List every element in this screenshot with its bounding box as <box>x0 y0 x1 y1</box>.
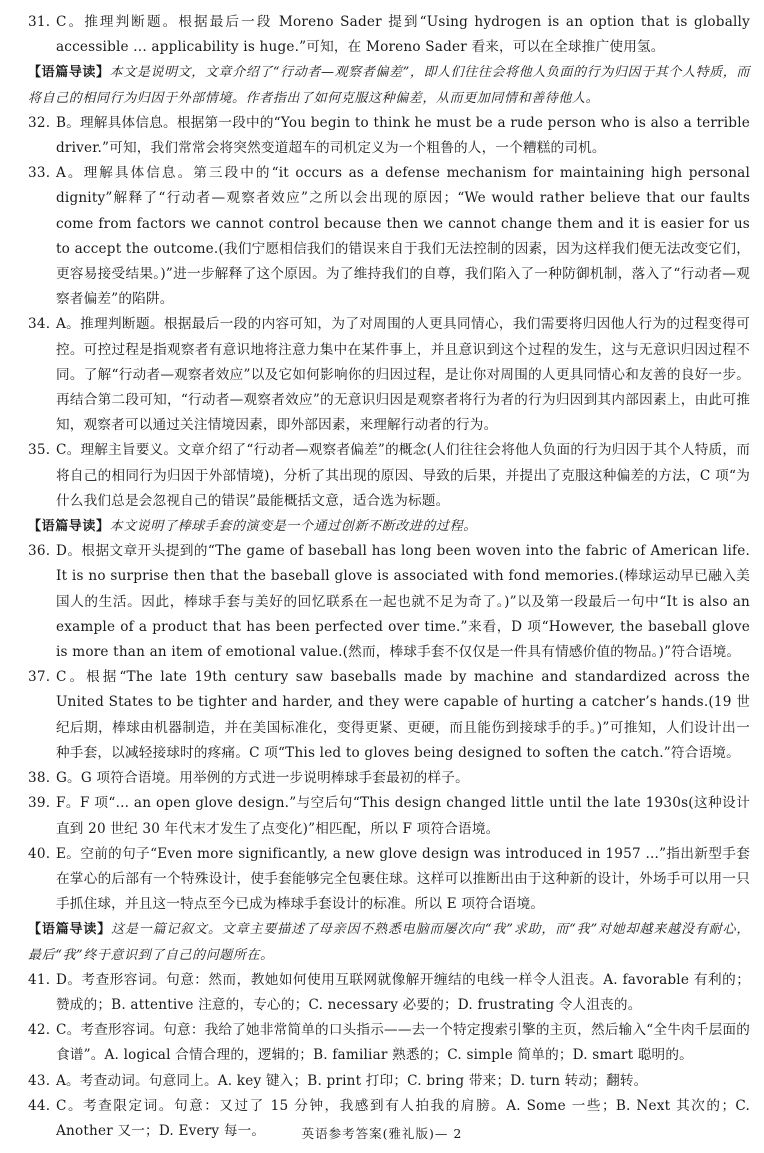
item-number: 36. <box>28 543 51 560</box>
item-text: C。根据“The late 19th century saw baseballs made by machine and standardized across the United States to be tighter and harder, and they were capable of hurting a catcher’s hands.(19 世纪后期，棒球由机器制造，并在美国标准化，变得更紧、更硬，而且能伤到接球手的手。)”可推知，人们设计出一种手套，以减轻接球时的疼痛。C 项“This led to gloves being designed to soften the catch.”符合语境。 <box>56 669 750 761</box>
item-text: C。考查形容词。句意：我给了她非常简单的口头指示——去一个特定搜索引擎的主页，然后输入“全牛肉千层面的食谱”。A. logical 合情合理的，逻辑的；B. familiar 熟悉的；C. simple 简单的；D. smart 聪明的。 <box>56 1022 750 1064</box>
item-text: C。理解主旨要义。文章介绍了“行动者—观察者偏差”的概念(人们往往会将他人负面的行为归因于其个人特质，而将自己的相同行为归因于外部情境)，分析了其出现的原因、导致的后果，并提出了克服这种偏差的方法，C 项“为什么我们总是会忽视自己的错误”最能概括文意，适合选为标题。 <box>56 442 750 509</box>
item-number: 43. <box>28 1072 51 1089</box>
passage-guide <box>28 514 750 539</box>
answer-item-34 <box>28 312 750 438</box>
guide-tag: 【语篇导读】 <box>28 922 112 938</box>
answer-item-31 <box>28 10 750 60</box>
answer-item-41 <box>28 968 750 1018</box>
item-text: D。根据文章开头提到的“The game of baseball has long been woven into the fabric of American life. It is no surprise then that the baseball glove is associated with fond memories.(棒球运动早已融入美国人的生活。因此，棒球手套与美好的回忆联系在一起也就不足为奇了。)”以及第一段最后一句中“It is also an example of a product that has been perfected over time.”来看，D 项“However, the baseball glove is more than an item of emotional value.(然而，棒球手套不仅仅是一件具有情感价值的物品。)”符合语境。 <box>56 543 750 661</box>
item-number: 37. <box>28 669 51 686</box>
item-text: A。推理判断题。根据最后一段的内容可知，为了对周围的人更具同情心，我们需要将归因他人行为的过程变得可控。可控过程是指观察者有意识地将注意力集中在某件事上，并且意识到这个过程的发生，这与无意识归因过程不同。了解“行动者—观察者效应”以及它如何影响你的归因过程，是让你对周围的人更具同情心和友善的良好一步。再结合第二段可知，“行动者—观察者效应”的无意识归因是观察者将行为者的行为归因到其内部因素上，由此可推知，观察者可以通过关注情境因素，即外部因素，来理解行动者的行为。 <box>56 316 750 434</box>
guide-tag: 【语篇导读】 <box>28 65 110 81</box>
item-number: 39. <box>28 795 51 812</box>
item-text: B。理解具体信息。根据第一段中的“You begin to think he must be a rude person who is also a terrible driver.”可知，我们常常会将突然变道超车的司机定义为一个粗鲁的人，一个糟糕的司机。 <box>56 114 750 157</box>
item-number: 40. <box>28 845 51 862</box>
answer-item-39 <box>28 791 750 841</box>
item-text: F。F 项“... an open glove design.”与空后句“This design changed little until the late 1930s(这种设计直到 20 世纪 30 年代末才发生了点变化)”相匹配，所以 F 项符合语境。 <box>56 795 750 837</box>
answer-item-40 <box>28 842 750 918</box>
guide-text: 本文是说明文，文章介绍了“行动者—观察者偏差”，即人们往往会将他人负面的行为归因于其个人特质，而将自己的相同行为归因于外部情境。作者指出了如何克服这种偏差，从而更加同情和善待他人。 <box>28 65 750 106</box>
answer-item-33 <box>28 161 750 312</box>
answer-key-page <box>28 10 750 1144</box>
item-number: 32. <box>28 114 51 131</box>
answer-item-37 <box>28 665 750 766</box>
item-text: E。空前的句子“Even more significantly, a new glove design was introduced in 1957 ...”指出新型手套在掌心的后部有一个特殊设计，使手套能够完全包裹住球。这样可以推断出由于这种新的设计，外场手可以用一只手抓住球，并且这一特点至今已成为棒球手套设计的标准。所以 E 项符合语境。 <box>56 845 750 913</box>
item-text: D。考查形容词。句意：然而，教她如何使用互联网就像解开缠结的电线一样令人沮丧。A. favorable 有利的；赞成的；B. attentive 注意的，专心的；C. necessary 必要的；D. frustrating 令人沮丧的。 <box>56 971 750 1013</box>
page-footer: 英语参考答案(雅礼版)— 2 <box>301 1126 463 1141</box>
item-text: C。推理判断题。根据最后一段 Moreno Sader 提到“Using hydrogen is an option that is globally accessible ... applicability is huge.”可知，在 Moreno Sader 看来，可以在全球推广使用氢。 <box>56 14 750 56</box>
guide-text: 本文说明了棒球手套的演变是一个通过创新不断改进的过程。 <box>109 519 477 535</box>
answer-item-42 <box>28 1018 750 1068</box>
answer-item-35 <box>28 438 750 514</box>
guide-tag: 【语篇导读】 <box>28 519 110 535</box>
item-text: G。G 项符合语境。用举例的方式进一步说明棒球手套最初的样子。 <box>56 770 469 787</box>
passage-guide <box>28 917 750 967</box>
item-number: 42. <box>28 1022 51 1039</box>
answer-item-38 <box>28 766 750 791</box>
item-text: A。理解具体信息。第三段中的“it occurs as a defense mechanism for maintaining high personal dignity”解释了“行动者—观察者效应”之所以会出现的原因；“We would rather believe that our faults come from factors we cannot control because then we cannot change them and it is easier for us to accept the outcome.(我们宁愿相信我们的错误来自于我们无法控制的因素，因为这样我们便无法改变它们，更容易接受结果。)”进一步解释了这个原因。为了维持我们的自尊，我们陷入了一种防御机制，落入了“行动者—观察者偏差”的陷阱。 <box>56 165 750 308</box>
passage-guide <box>28 60 750 110</box>
item-text: A。考查动词。句意同上。A. key 键入；B. print 打印；C. bring 带来；D. turn 转动；翻转。 <box>56 1072 648 1089</box>
answer-item-36 <box>28 539 750 665</box>
item-number: 34. <box>28 316 51 333</box>
answer-item-43 <box>28 1069 750 1094</box>
item-number: 44. <box>28 1097 51 1114</box>
item-number: 41. <box>28 971 51 988</box>
guide-text: 这是一篇记叙文。文章主要描述了母亲因不熟悉电脑而屡次向“我”求助，而“我”对她却越来越没有耐心，最后“我”终于意识到了自己的问题所在。 <box>28 922 750 963</box>
item-number: 31. <box>28 14 51 30</box>
item-number: 33. <box>28 165 51 182</box>
answer-item-32 <box>28 111 750 161</box>
item-text: C。考查限定词。句意：又过了 15 分钟，我感到有人拍我的肩膀。A. Some 一些；B. Next 其次的；C. Another 又一；D. Every 每一。 <box>56 1097 750 1139</box>
item-number: 38. <box>28 770 51 787</box>
item-number: 35. <box>28 442 51 459</box>
